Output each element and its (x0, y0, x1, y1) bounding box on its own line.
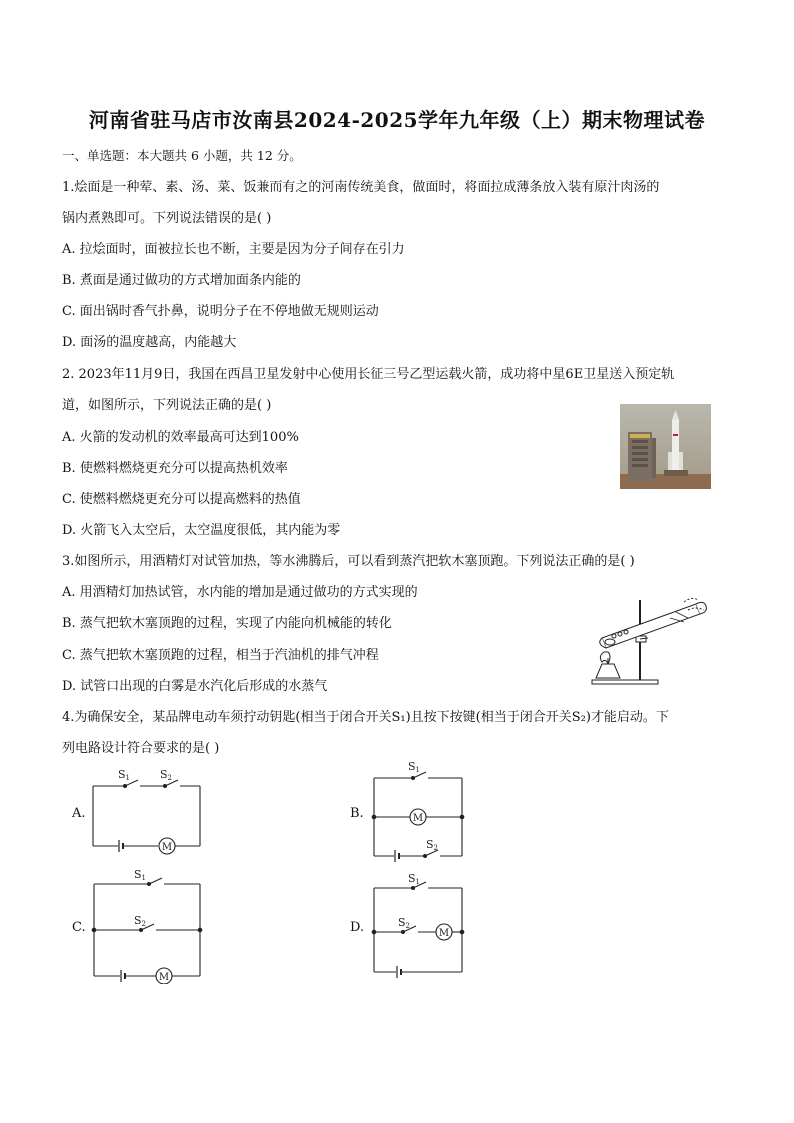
rocket-launch-photo (620, 404, 711, 489)
q2-stem-line2: 道，如图所示，下列说法正确的是( ) (62, 398, 272, 413)
switch-s2-label: S2 (160, 768, 173, 782)
circuit-diagram-d (368, 870, 468, 980)
q1-stem-line2: 锅内煮熟即可。下列说法错误的是( ) (62, 211, 272, 226)
q2-option-a: A. 火箭的发动机的效率最高可达到100% (62, 430, 299, 445)
motor-label: M (438, 928, 450, 939)
switch-s1-label: S1 (118, 768, 131, 782)
q4-stem-line1-text: 4.为确保安全，某品牌电动车须拧动钥匙(相当于闭合开关S₁)且按下按键(相当于闭合开关S₂)才能启动。下 (62, 710, 669, 725)
q2-option-c: C. 使燃料燃烧更充分可以提高燃料的热值 (62, 492, 301, 507)
q3-option-b: B. 蒸气把软木塞顶跑的过程，实现了内能向机械能的转化 (62, 616, 392, 631)
q3-option-d: D. 试管口出现的白雾是水汽化后形成的水蒸气 (62, 679, 328, 694)
q4-stem-line1 (62, 706, 669, 725)
q1-option-b: B. 煮面是通过做功的方式增加面条内能的 (62, 273, 301, 288)
q1-option-a: A. 拉烩面时，面被拉长也不断，主要是因为分子间存在引力 (62, 242, 405, 257)
circuit-diagram-a (88, 766, 208, 858)
switch-s2-label: S2 (426, 838, 439, 852)
section-heading: 一、单选题：本大题共 6 小题，共 12 分。 (62, 148, 302, 163)
switch-s2-label: S2 (134, 914, 147, 928)
q2-option-d: D. 火箭飞入太空后，太空温度很低，其内能为零 (62, 523, 341, 538)
q4-option-c-label: C. (72, 920, 86, 935)
q1-option-d: D. 面汤的温度越高，内能越大 (62, 335, 237, 350)
q4-option-a-label: A. (72, 806, 86, 821)
motor-label: M (412, 813, 424, 824)
test-tube-heating-diagram (588, 592, 710, 688)
q4-option-b-label: B. (350, 806, 364, 821)
motor-label: M (158, 972, 170, 983)
q3-option-a: A. 用酒精灯加热试管，水内能的增加是通过做功的方式实现的 (62, 585, 418, 600)
switch-s1-label: S1 (408, 762, 421, 774)
motor-label: M (161, 842, 173, 853)
circuit-diagram-b (368, 762, 468, 862)
switch-s1-label: S1 (408, 872, 421, 886)
q1-option-c: C. 面出锅时香气扑鼻，说明分子在不停地做无规则运动 (62, 304, 379, 319)
q3-option-c: C. 蒸气把软木塞顶跑的过程，相当于汽油机的排气冲程 (62, 648, 379, 663)
switch-s1-label: S1 (134, 868, 147, 882)
q1-stem-line1: 1.烩面是一种荤、素、汤、菜、饭兼而有之的河南传统美食，做面时，将面拉成薄条放入装有原汁肉汤的 (62, 180, 660, 195)
q4-option-d-label: D. (350, 920, 365, 935)
q3-stem: 3.如图所示，用酒精灯对试管加热，等水沸腾后，可以看到蒸汽把软木塞顶跑。下列说法正确的是( ) (62, 554, 635, 569)
circuit-diagram-c (88, 866, 208, 984)
q2-option-b: B. 使燃料燃烧更充分可以提高热机效率 (62, 461, 288, 476)
q2-stem-line1: 2. 2023年11月9日，我国在西昌卫星发射中心使用长征三号乙型运载火箭，成功将中星6E卫星送入预定轨 (62, 367, 675, 382)
page-title: 河南省驻马店市汝南县2024-2025学年九年级（上）期末物理试卷 (88, 108, 706, 132)
switch-s2-label: S2 (398, 916, 411, 930)
q4-stem-line2: 列电路设计符合要求的是( ) (62, 741, 220, 756)
